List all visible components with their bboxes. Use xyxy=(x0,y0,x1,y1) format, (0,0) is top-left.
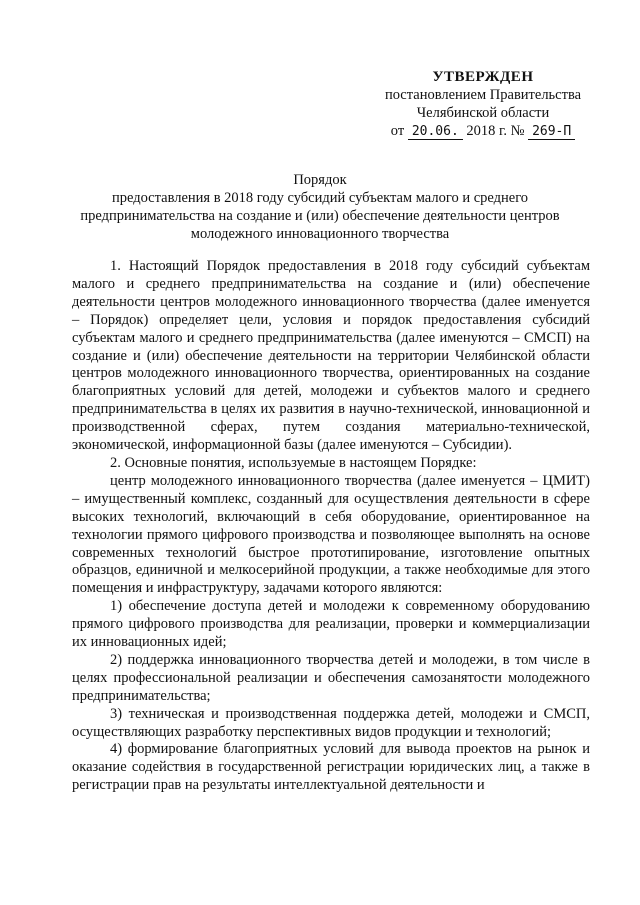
year-number-label: 2018 г. № xyxy=(466,123,525,139)
handwritten-number: 269-П xyxy=(528,124,575,140)
document-title xyxy=(60,171,580,243)
list-item-3: 3) техническая и производственная поддержка детей, молодежи и СМСП, осуществляющих разработку перспективных видов продукции и технологий; xyxy=(72,705,590,740)
from-label: от xyxy=(390,123,405,139)
approval-date-line xyxy=(368,122,598,141)
handwritten-date: 20.06. xyxy=(408,124,463,140)
document-body xyxy=(72,258,590,795)
approval-line-2: Челябинской области xyxy=(416,105,550,121)
list-item-1: 1) обеспечение доступа детей и молодежи к современному оборудованию прямого цифрового производства для реализации, проверки и коммерциализации их инновационных идей; xyxy=(72,598,590,651)
approval-line-1: постановлением Правительства xyxy=(384,87,582,103)
title-line-1: Порядок xyxy=(293,172,347,188)
title-line-4: молодежного инновационного творчества xyxy=(190,226,450,242)
paragraph-2: 2. Основные понятия, используемые в настоящем Порядке: xyxy=(110,454,477,471)
title-line-2: предоставления в 2018 году субсидий субъектам малого и среднего xyxy=(111,190,529,206)
paragraph-definition: центр молодежного инновационного творчества (далее именуется – ЦМИТ) – имущественный комплекс, созданный для осуществления деятельности в сфере высоких технологий, включающий в себя оборудование, ориентированное на технологии прямого цифрового производства и позволяющее выполнять на основе современных технологий быстрое прототипирование, изготовление опытных образцов, единичной и мелкосерийной продукции, а также необходимые для этого помещения и инфраструктуру, задачами которого являются: xyxy=(72,472,590,597)
list-item-2: 2) поддержка инновационного творчества детей и молодежи, в том числе в целях профессиональной реализации и обеспечения самозанятости молодежного предпринимательства; xyxy=(72,651,590,704)
list-item-4: 4) формирование благоприятных условий для вывода проектов на рынок и оказание содействия в государственной регистрации юридических лиц, а также в регистрации прав на результаты интеллектуальной деятельности и xyxy=(72,741,590,794)
approval-stamp xyxy=(368,68,598,141)
approval-heading: УТВЕРЖДЕН xyxy=(432,69,534,85)
title-line-3: предпринимательства на создание и (или) обеспечение деятельности центров xyxy=(80,208,560,224)
paragraph-1: 1. Настоящий Порядок предоставления в 2018 году субсидий субъектам малого и среднего предпринимательства на создание и (или) обеспечение деятельности центров молодежного инновационного творчества (далее именуется – Порядок) определяет цели, условия и порядок предоставления субсидий субъектам малого и среднего предпринимательства (далее именуются – СМСП) на создание и (или) обеспечение деятельности на территории Челябинской области центров молодежного инновационного творчества, ориентированных на создание благоприятных условий для детей, молодежи и субъектов малого и среднего предпринимательства в целях их развития в научно-технической, инновационной и производственной сферах, путем создания материально-технической, экономической, информационной базы (далее именуются – Субсидии). xyxy=(72,258,590,454)
